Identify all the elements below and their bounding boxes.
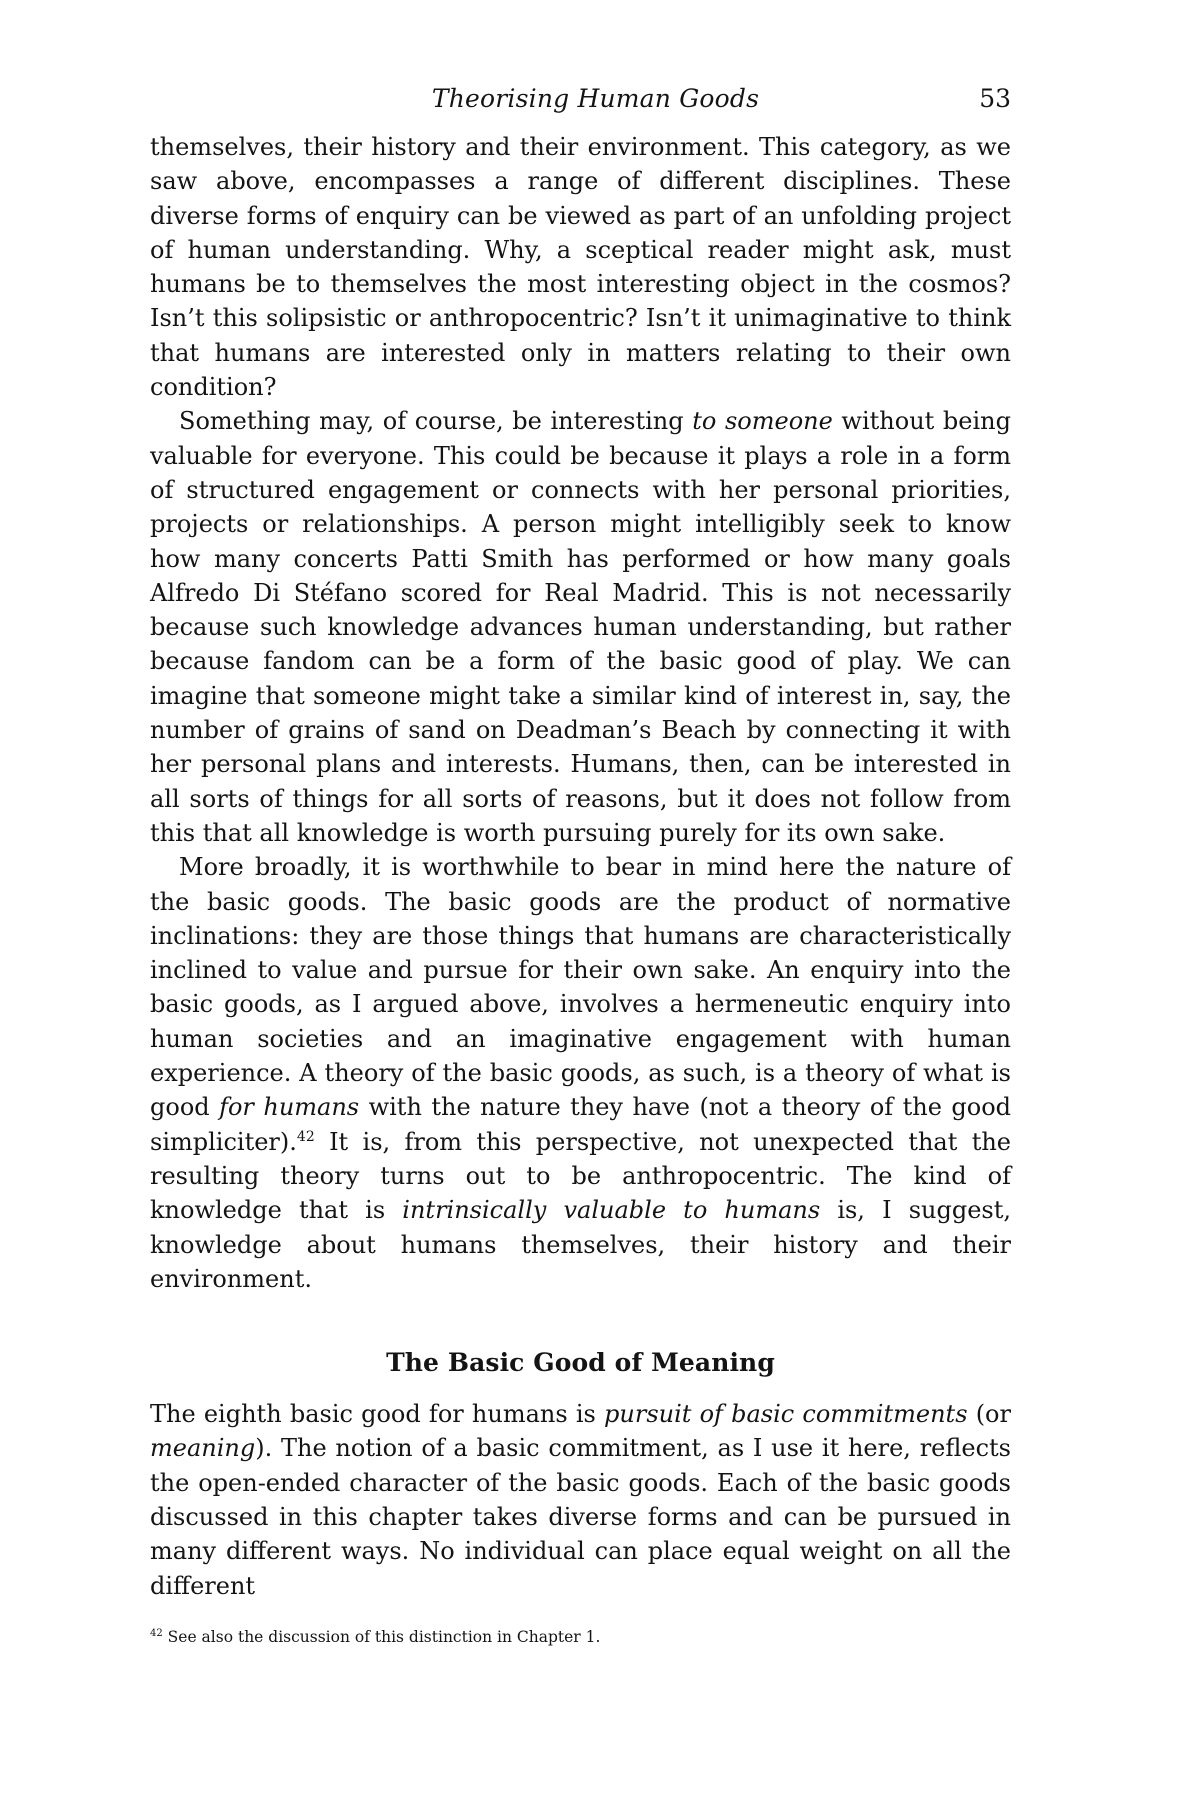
page-number: 53 <box>979 84 1011 113</box>
section-body <box>150 1397 1011 1603</box>
section-heading: The Basic Good of Meaning <box>386 1348 775 1378</box>
running-header <box>150 84 1011 124</box>
paragraph-text: (or <box>967 1400 1011 1429</box>
emphasis-to-someone: to someone <box>692 407 833 436</box>
book-page <box>150 84 1011 1648</box>
emphasis-pursuit-of-basic-commitments: pursuit of basic commitments <box>604 1400 968 1429</box>
paragraph-text: It is, from this perspective, not unexpected that the resulting theory turns out to be anthropocentric. The kind of knowledge that is <box>150 1127 1011 1225</box>
paragraph-text: is, I suggest, knowledge about humans themselves, their history and their environment. <box>150 1196 1012 1293</box>
paragraph-eighth-good <box>150 1397 1011 1603</box>
paragraph-text: Something may, of course, be interesting <box>179 407 693 436</box>
paragraph-text: More broadly, it is worthwhile to bear in mind here the nature of the basic goods. The basic goods are the product of normative inclinations: they are those things that humans are characteristically inclined to value and pursue for their own sake. An enquiry into the basic goods, as I argued above, involves a hermeneutic enquiry into human societies and an imaginative engagement with human experience. A theory of the basic goods, as such, is a theory of what is good <box>150 853 1011 1122</box>
footnote-marker: 42 <box>150 1627 163 1639</box>
emphasis-for-humans: for humans <box>219 1093 360 1122</box>
paragraph-something-may <box>150 404 1011 850</box>
paragraph-text: ). The notion of a basic commitment, as I use it here, reflects the open-ended character of the basic goods. Each of the basic goods discussed in this chapter takes diverse forms and can be pursued in many different ways. No individual can place equal weight on all the different <box>150 1434 1011 1600</box>
paragraph-text: without being valuable for everyone. This could be because it plays a role in a form of structured engagement or connects with her personal priorities, projects or relationships. A person might intelligibly seek to know how many concerts Patti Smith has performed or how many goals Alfredo Di Stéfano scored for Real Madrid. This is not necessarily because such knowledge advances human understanding, but rather because fandom can be a form of the basic good of play. We can imagine that someone might take a similar kind of interest in, say, the number of grains of sand on Deadman’s Beach by connecting it with her personal plans and interests. Humans, then, can be interested in all sorts of things for all sorts of reasons, but it does not follow from this that all knowledge is worth pursuing purely for its own sake. <box>150 407 1011 847</box>
paragraph-continued: themselves, their history and their environment. This category, as we saw above, encompasses a range of different disciplines. These diverse forms of enquiry can be viewed as part of an unfolding project of human understanding. Why, a sceptical reader might ask, must humans be to themselves the most interesting object in the cosmos? Isn’t this solipsistic or anthropocentric? Isn’t it unimaginative to think that humans are interested only in matters relating to their own condition? <box>150 133 1011 402</box>
paragraph-text: with the nature they have (not a theory of the good simpliciter). <box>150 1093 1012 1156</box>
body-text <box>150 130 1011 1296</box>
paragraph-text: The eighth basic good for humans is <box>150 1400 605 1429</box>
emphasis-intrinsically-valuable: intrinsically valuable to humans <box>402 1196 821 1225</box>
running-title: Theorising Human Goods <box>431 84 760 113</box>
footnote <box>150 1623 1011 1648</box>
paragraph-more-broadly <box>150 850 1011 1296</box>
footnote-text: See also the discussion of this distinction in Chapter 1. <box>162 1628 601 1647</box>
emphasis-meaning: meaning <box>150 1434 256 1463</box>
footnote-reference[interactable]: 42 <box>296 1128 315 1145</box>
